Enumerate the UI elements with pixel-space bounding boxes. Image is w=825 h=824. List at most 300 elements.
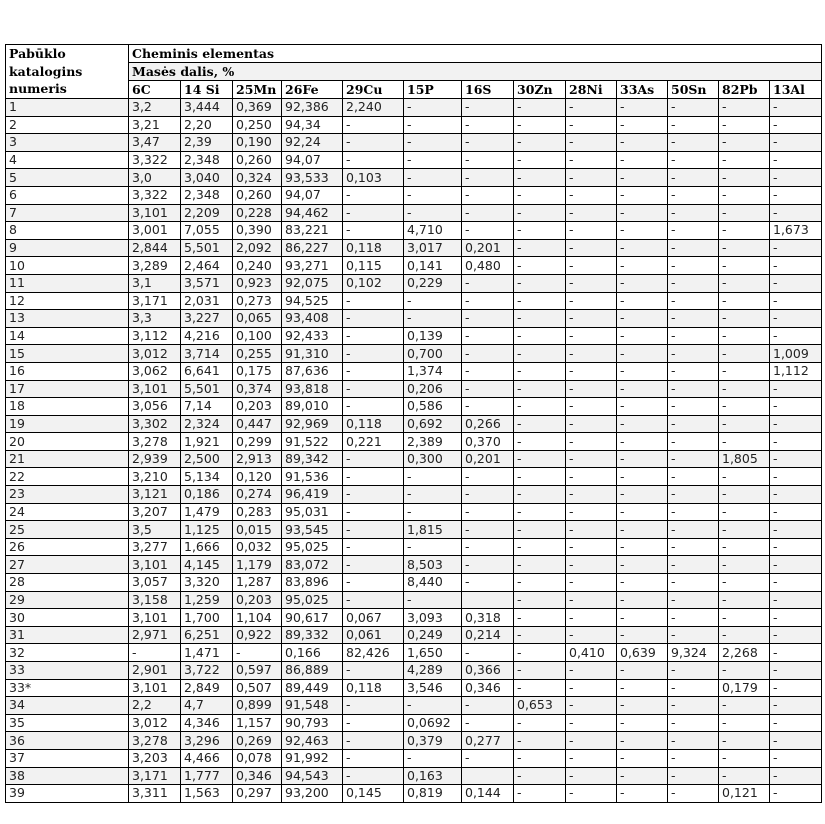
table-row — [6, 785, 822, 803]
mass-fraction-cell: - — [668, 116, 719, 134]
mass-fraction-cell: - — [514, 327, 566, 345]
table-row — [6, 679, 822, 697]
mass-fraction-cell: 92,969 — [282, 415, 343, 433]
mass-fraction-cell: - — [617, 697, 668, 715]
mass-fraction-cell: 0,032 — [233, 538, 282, 556]
catalog-number-cell: 14 — [6, 327, 129, 345]
mass-fraction-cell: - — [617, 662, 668, 680]
mass-fraction-cell: 2,500 — [181, 450, 233, 468]
mass-fraction-cell: 0,447 — [233, 415, 282, 433]
mass-fraction-cell: - — [404, 310, 462, 328]
mass-fraction-cell: - — [617, 626, 668, 644]
mass-fraction-cell: - — [566, 134, 617, 152]
table-row — [6, 450, 822, 468]
mass-fraction-cell: - — [770, 433, 822, 451]
mass-fraction-cell: - — [770, 327, 822, 345]
mass-fraction-cell: 91,992 — [282, 749, 343, 767]
mass-fraction-cell: - — [514, 714, 566, 732]
catalog-number-cell: 15 — [6, 345, 129, 363]
mass-fraction-cell: - — [462, 362, 514, 380]
mass-fraction-cell: 3,112 — [129, 327, 181, 345]
mass-fraction-cell: - — [617, 169, 668, 187]
mass-fraction-cell: - — [462, 134, 514, 152]
column-header: 15P — [404, 81, 462, 99]
mass-fraction-cell: - — [566, 239, 617, 257]
mass-fraction-cell: - — [770, 204, 822, 222]
mass-fraction-cell: - — [668, 486, 719, 504]
mass-fraction-cell: - — [514, 538, 566, 556]
mass-fraction-cell: - — [514, 274, 566, 292]
mass-fraction-cell: 95,025 — [282, 591, 343, 609]
mass-fraction-cell: 0,201 — [462, 239, 514, 257]
group-title: Cheminis elementas — [129, 45, 822, 63]
mass-fraction-cell: - — [462, 749, 514, 767]
mass-fraction-cell: 4,289 — [404, 662, 462, 680]
mass-fraction-cell: - — [668, 362, 719, 380]
mass-fraction-cell: - — [343, 521, 404, 539]
mass-fraction-cell: - — [514, 116, 566, 134]
mass-fraction-cell: 0,480 — [462, 257, 514, 275]
mass-fraction-cell: - — [617, 450, 668, 468]
mass-fraction-cell: - — [404, 591, 462, 609]
mass-fraction-cell: - — [404, 292, 462, 310]
mass-fraction-cell: 1,104 — [233, 609, 282, 627]
mass-fraction-cell: - — [343, 556, 404, 574]
mass-fraction-cell: - — [617, 609, 668, 627]
mass-fraction-cell: 8,503 — [404, 556, 462, 574]
mass-fraction-cell: - — [617, 292, 668, 310]
mass-fraction-cell: - — [668, 398, 719, 416]
row-header-cell — [6, 45, 129, 99]
catalog-number-cell: 38 — [6, 767, 129, 785]
mass-fraction-cell: 0,297 — [233, 785, 282, 803]
mass-fraction-cell: - — [343, 222, 404, 240]
mass-fraction-cell: - — [343, 468, 404, 486]
mass-fraction-cell: - — [514, 785, 566, 803]
mass-fraction-cell: - — [566, 486, 617, 504]
mass-fraction-cell: 0,410 — [566, 644, 617, 662]
mass-fraction-cell: - — [668, 785, 719, 803]
mass-fraction-cell: 2,209 — [181, 204, 233, 222]
mass-fraction-cell: - — [770, 609, 822, 627]
mass-fraction-cell: - — [617, 257, 668, 275]
mass-fraction-cell: 3,207 — [129, 503, 181, 521]
mass-fraction-cell: 0,249 — [404, 626, 462, 644]
mass-fraction-cell: - — [719, 204, 770, 222]
mass-fraction-cell: - — [462, 380, 514, 398]
mass-fraction-cell: - — [617, 767, 668, 785]
row-header-line: numeris — [9, 81, 67, 96]
mass-fraction-cell: 3,444 — [181, 99, 233, 117]
mass-fraction-cell: - — [514, 310, 566, 328]
mass-fraction-cell: - — [514, 292, 566, 310]
table-row — [6, 292, 822, 310]
mass-fraction-cell: - — [770, 310, 822, 328]
mass-fraction-cell: - — [719, 239, 770, 257]
table-row — [6, 697, 822, 715]
mass-fraction-cell: 4,466 — [181, 749, 233, 767]
mass-fraction-cell: 0,283 — [233, 503, 282, 521]
column-header: 16S — [462, 81, 514, 99]
mass-fraction-cell: - — [770, 151, 822, 169]
catalog-number-cell: 35 — [6, 714, 129, 732]
mass-fraction-cell: - — [566, 292, 617, 310]
mass-fraction-cell: - — [719, 380, 770, 398]
mass-fraction-cell: 8,440 — [404, 574, 462, 592]
mass-fraction-cell: 0,201 — [462, 450, 514, 468]
mass-fraction-cell: 94,07 — [282, 151, 343, 169]
mass-fraction-cell: 3,3 — [129, 310, 181, 328]
mass-fraction-cell: 3,0 — [129, 169, 181, 187]
mass-fraction-cell: - — [566, 398, 617, 416]
mass-fraction-cell: - — [566, 609, 617, 627]
mass-fraction-cell: 2,913 — [233, 450, 282, 468]
mass-fraction-cell: 4,7 — [181, 697, 233, 715]
mass-fraction-cell: - — [514, 486, 566, 504]
mass-fraction-cell: 3,2 — [129, 99, 181, 117]
mass-fraction-cell: 3,101 — [129, 204, 181, 222]
mass-fraction-cell: 1,479 — [181, 503, 233, 521]
catalog-number-cell: 5 — [6, 169, 129, 187]
mass-fraction-cell: - — [514, 380, 566, 398]
mass-fraction-cell: 0,370 — [462, 433, 514, 451]
mass-fraction-cell: - — [668, 151, 719, 169]
table-row — [6, 714, 822, 732]
mass-fraction-cell: - — [343, 398, 404, 416]
mass-fraction-cell: - — [343, 380, 404, 398]
mass-fraction-cell: 3,571 — [181, 274, 233, 292]
mass-fraction-cell: - — [617, 591, 668, 609]
catalog-number-cell: 22 — [6, 468, 129, 486]
mass-fraction-cell: - — [514, 556, 566, 574]
mass-fraction-cell: 91,522 — [282, 433, 343, 451]
catalog-number-cell: 19 — [6, 415, 129, 433]
mass-fraction-cell: 0,653 — [514, 697, 566, 715]
column-header: 28Ni — [566, 81, 617, 99]
mass-fraction-cell: - — [566, 450, 617, 468]
mass-fraction-cell: 1,259 — [181, 591, 233, 609]
mass-fraction-cell: 9,324 — [668, 644, 719, 662]
mass-fraction-cell: - — [719, 732, 770, 750]
mass-fraction-cell: 90,793 — [282, 714, 343, 732]
catalog-number-cell: 16 — [6, 362, 129, 380]
mass-fraction-cell: - — [719, 556, 770, 574]
mass-fraction-cell: - — [514, 503, 566, 521]
mass-fraction-cell: - — [617, 186, 668, 204]
mass-fraction-cell: - — [770, 450, 822, 468]
mass-fraction-cell: - — [566, 679, 617, 697]
mass-fraction-cell: - — [668, 327, 719, 345]
column-header: 33As — [617, 81, 668, 99]
mass-fraction-cell: - — [719, 574, 770, 592]
mass-fraction-cell: - — [343, 591, 404, 609]
mass-fraction-cell: - — [668, 222, 719, 240]
mass-fraction-cell: - — [719, 521, 770, 539]
mass-fraction-cell: 3,210 — [129, 468, 181, 486]
mass-fraction-cell: 92,433 — [282, 327, 343, 345]
table-row — [6, 362, 822, 380]
mass-fraction-cell: 0,922 — [233, 626, 282, 644]
mass-fraction-cell: - — [514, 626, 566, 644]
mass-fraction-cell: - — [617, 574, 668, 592]
mass-fraction-cell: - — [566, 274, 617, 292]
mass-fraction-cell: 0,324 — [233, 169, 282, 187]
mass-fraction-cell: - — [343, 749, 404, 767]
mass-fraction-cell: - — [668, 274, 719, 292]
mass-fraction-cell: 0,586 — [404, 398, 462, 416]
table-row — [6, 310, 822, 328]
mass-fraction-cell: 2,324 — [181, 415, 233, 433]
mass-fraction-cell: - — [514, 591, 566, 609]
mass-fraction-cell: - — [668, 749, 719, 767]
mass-fraction-cell: 1,666 — [181, 538, 233, 556]
mass-fraction-cell: - — [719, 310, 770, 328]
mass-fraction-cell: - — [462, 99, 514, 117]
mass-fraction-cell: 0,163 — [404, 767, 462, 785]
mass-fraction-cell: - — [719, 327, 770, 345]
mass-fraction-cell: - — [566, 362, 617, 380]
mass-fraction-cell: 1,805 — [719, 450, 770, 468]
mass-fraction-cell: 3,302 — [129, 415, 181, 433]
mass-fraction-cell: 1,157 — [233, 714, 282, 732]
mass-fraction-cell: - — [719, 345, 770, 363]
mass-fraction-cell: - — [514, 644, 566, 662]
table-row — [6, 99, 822, 117]
mass-fraction-cell: - — [404, 169, 462, 187]
mass-fraction-cell: - — [343, 134, 404, 152]
mass-fraction-cell: 0,0692 — [404, 714, 462, 732]
mass-fraction-cell: 2,901 — [129, 662, 181, 680]
mass-fraction-cell: - — [617, 310, 668, 328]
mass-fraction-cell: 2,39 — [181, 134, 233, 152]
mass-fraction-cell: 0,061 — [343, 626, 404, 644]
mass-fraction-cell: 93,818 — [282, 380, 343, 398]
mass-fraction-cell: 92,24 — [282, 134, 343, 152]
mass-fraction-cell: - — [617, 679, 668, 697]
mass-fraction-cell: - — [566, 151, 617, 169]
mass-fraction-cell: 0,374 — [233, 380, 282, 398]
mass-fraction-cell: - — [566, 415, 617, 433]
mass-fraction-cell: - — [566, 310, 617, 328]
mass-fraction-cell: - — [462, 468, 514, 486]
mass-fraction-cell: 3,017 — [404, 239, 462, 257]
mass-fraction-cell: 4,145 — [181, 556, 233, 574]
mass-fraction-cell: - — [514, 662, 566, 680]
table-row — [6, 662, 822, 680]
mass-fraction-cell: 87,636 — [282, 362, 343, 380]
mass-fraction-cell: - — [668, 521, 719, 539]
mass-fraction-cell: - — [404, 486, 462, 504]
mass-fraction-cell: 0,346 — [233, 767, 282, 785]
mass-fraction-cell: 3,546 — [404, 679, 462, 697]
mass-fraction-cell: - — [566, 345, 617, 363]
table-row — [6, 591, 822, 609]
table-row — [6, 274, 822, 292]
mass-fraction-cell: - — [719, 274, 770, 292]
mass-fraction-cell: 0,300 — [404, 450, 462, 468]
mass-fraction-cell: - — [343, 186, 404, 204]
mass-fraction-cell: 0,120 — [233, 468, 282, 486]
catalog-number-cell: 4 — [6, 151, 129, 169]
mass-fraction-cell: 0,692 — [404, 415, 462, 433]
mass-fraction-cell: - — [566, 222, 617, 240]
mass-fraction-cell: - — [617, 538, 668, 556]
mass-fraction-cell: - — [770, 398, 822, 416]
mass-fraction-cell: - — [566, 574, 617, 592]
mass-fraction-cell: - — [514, 345, 566, 363]
table-row — [6, 345, 822, 363]
table-row — [6, 538, 822, 556]
table-row — [6, 415, 822, 433]
mass-fraction-cell: 0,186 — [181, 486, 233, 504]
mass-fraction-cell: 89,342 — [282, 450, 343, 468]
table-row — [6, 327, 822, 345]
mass-fraction-cell: 3,5 — [129, 521, 181, 539]
mass-fraction-cell: - — [770, 274, 822, 292]
catalog-number-cell: 3 — [6, 134, 129, 152]
mass-fraction-cell: 96,419 — [282, 486, 343, 504]
mass-fraction-cell: 0,214 — [462, 626, 514, 644]
column-header: 30Zn — [514, 81, 566, 99]
mass-fraction-cell: - — [514, 574, 566, 592]
mass-fraction-cell: 0,240 — [233, 257, 282, 275]
mass-fraction-cell: 0,229 — [404, 274, 462, 292]
mass-fraction-cell: 3,320 — [181, 574, 233, 592]
mass-fraction-cell: - — [668, 679, 719, 697]
mass-fraction-cell: 5,134 — [181, 468, 233, 486]
mass-fraction-cell: - — [719, 538, 770, 556]
mass-fraction-cell: 0,015 — [233, 521, 282, 539]
table-row — [6, 521, 822, 539]
mass-fraction-cell: - — [617, 398, 668, 416]
mass-fraction-cell: 3,001 — [129, 222, 181, 240]
mass-fraction-cell: 1,650 — [404, 644, 462, 662]
catalog-number-cell: 21 — [6, 450, 129, 468]
mass-fraction-cell: - — [668, 626, 719, 644]
mass-fraction-cell: 3,289 — [129, 257, 181, 275]
mass-fraction-cell: 3,311 — [129, 785, 181, 803]
mass-fraction-cell: - — [462, 697, 514, 715]
mass-fraction-cell: - — [566, 697, 617, 715]
mass-fraction-cell: 93,545 — [282, 521, 343, 539]
mass-fraction-cell: 4,216 — [181, 327, 233, 345]
mass-fraction-cell: 0,318 — [462, 609, 514, 627]
mass-fraction-cell: - — [770, 767, 822, 785]
mass-fraction-cell: - — [566, 521, 617, 539]
mass-fraction-cell — [462, 591, 514, 609]
catalog-number-cell: 25 — [6, 521, 129, 539]
mass-fraction-cell: - — [617, 749, 668, 767]
mass-fraction-cell: 1,673 — [770, 222, 822, 240]
mass-fraction-cell: 0,102 — [343, 274, 404, 292]
table-row — [6, 503, 822, 521]
mass-fraction-cell: - — [514, 186, 566, 204]
table-row — [6, 398, 822, 416]
mass-fraction-cell: 0,118 — [343, 239, 404, 257]
mass-fraction-cell: - — [719, 433, 770, 451]
mass-fraction-cell: 94,34 — [282, 116, 343, 134]
mass-fraction-cell: 0,203 — [233, 398, 282, 416]
mass-fraction-cell: 0,067 — [343, 609, 404, 627]
mass-fraction-cell: 91,536 — [282, 468, 343, 486]
row-header-line: Pabūklo — [9, 46, 66, 61]
mass-fraction-cell: - — [514, 732, 566, 750]
mass-fraction-cell: 95,025 — [282, 538, 343, 556]
catalog-number-cell: 24 — [6, 503, 129, 521]
table-row — [6, 433, 822, 451]
catalog-number-cell: 34 — [6, 697, 129, 715]
mass-fraction-cell: - — [566, 714, 617, 732]
mass-fraction-cell: - — [668, 186, 719, 204]
mass-fraction-cell: - — [719, 151, 770, 169]
mass-fraction-cell: - — [404, 204, 462, 222]
mass-fraction-cell: - — [343, 327, 404, 345]
mass-fraction-cell: 2,844 — [129, 239, 181, 257]
mass-fraction-cell: - — [770, 626, 822, 644]
mass-fraction-cell: - — [770, 644, 822, 662]
mass-fraction-cell: - — [566, 503, 617, 521]
table-row — [6, 204, 822, 222]
mass-fraction-cell: - — [770, 486, 822, 504]
mass-fraction-cell: - — [404, 503, 462, 521]
mass-fraction-cell: - — [566, 749, 617, 767]
mass-fraction-cell: - — [514, 468, 566, 486]
mass-fraction-cell: 3,171 — [129, 292, 181, 310]
mass-fraction-cell: - — [404, 116, 462, 134]
mass-fraction-cell: - — [566, 538, 617, 556]
mass-fraction-cell: - — [770, 714, 822, 732]
mass-fraction-cell: 3,012 — [129, 345, 181, 363]
mass-fraction-cell: 2,240 — [343, 99, 404, 117]
mass-fraction-cell: - — [719, 626, 770, 644]
mass-fraction-cell: - — [617, 503, 668, 521]
mass-fraction-cell: - — [617, 362, 668, 380]
mass-fraction-cell: 2,20 — [181, 116, 233, 134]
mass-fraction-cell: 3,21 — [129, 116, 181, 134]
mass-fraction-cell: - — [719, 767, 770, 785]
mass-fraction-cell: - — [566, 169, 617, 187]
catalog-number-cell: 29 — [6, 591, 129, 609]
mass-fraction-cell: 2,389 — [404, 433, 462, 451]
table-row — [6, 574, 822, 592]
mass-fraction-cell: - — [343, 116, 404, 134]
catalog-number-cell: 36 — [6, 732, 129, 750]
table-row — [6, 556, 822, 574]
mass-fraction-cell: - — [770, 662, 822, 680]
mass-fraction-cell: - — [770, 679, 822, 697]
mass-fraction-cell: 3,057 — [129, 574, 181, 592]
mass-fraction-cell: - — [514, 134, 566, 152]
mass-fraction-cell: - — [668, 239, 719, 257]
mass-fraction-cell: - — [343, 292, 404, 310]
mass-fraction-cell: - — [617, 415, 668, 433]
mass-fraction-cell: - — [668, 609, 719, 627]
chemical-composition-table — [5, 44, 822, 803]
mass-fraction-cell: - — [617, 134, 668, 152]
mass-fraction-cell: 83,072 — [282, 556, 343, 574]
mass-fraction-cell: 0,269 — [233, 732, 282, 750]
mass-fraction-cell: - — [514, 204, 566, 222]
mass-fraction-cell: - — [514, 257, 566, 275]
table-row — [6, 609, 822, 627]
mass-fraction-cell: 0,203 — [233, 591, 282, 609]
mass-fraction-cell: - — [617, 327, 668, 345]
mass-fraction-cell: - — [617, 274, 668, 292]
mass-fraction-cell: - — [719, 222, 770, 240]
catalog-number-cell: 11 — [6, 274, 129, 292]
table-row — [6, 239, 822, 257]
mass-fraction-cell: - — [668, 714, 719, 732]
